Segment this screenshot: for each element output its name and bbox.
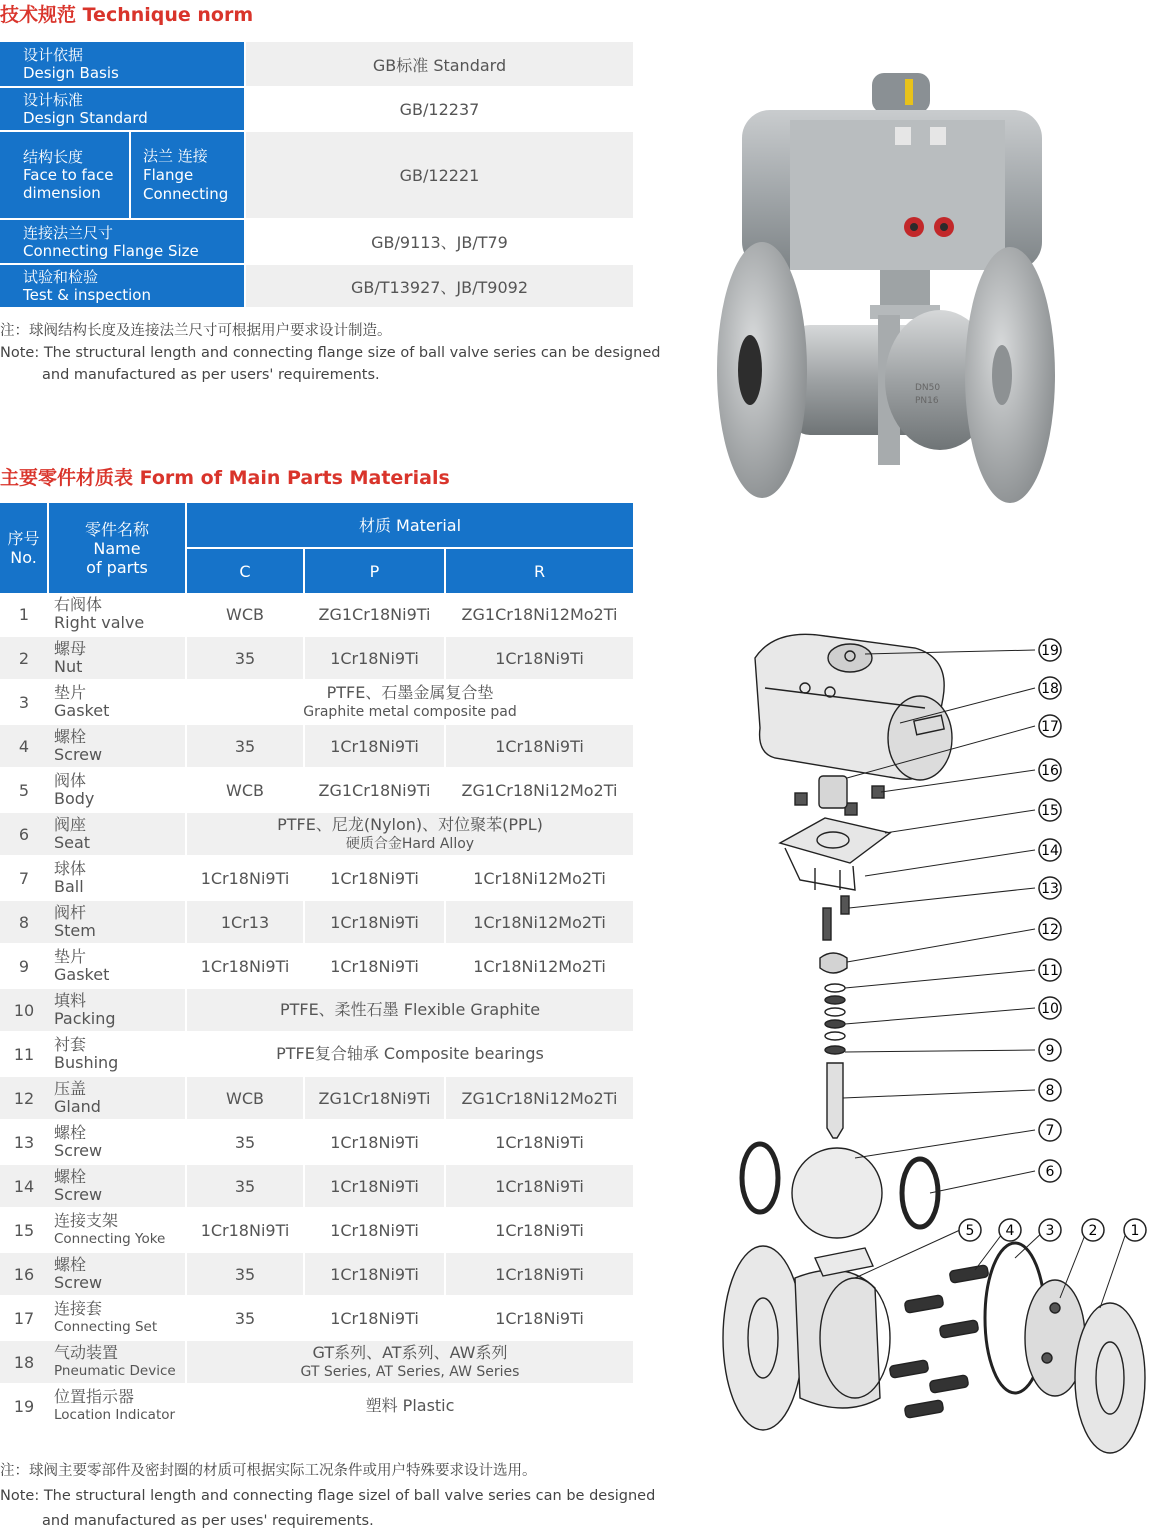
cell-no: 18 <box>0 1340 48 1384</box>
cell-material-r: ZG1Cr18Ni12Mo2Ti <box>445 1076 633 1120</box>
cell-material-merged <box>186 1384 633 1428</box>
cell-material-c: WCB <box>186 768 304 812</box>
cell-no: 17 <box>0 1296 48 1340</box>
cell-name <box>48 768 186 812</box>
cell-name <box>48 593 186 636</box>
pneumatic-ball-valve-photo <box>710 65 1070 510</box>
cell-name <box>48 1120 186 1164</box>
table-row <box>0 636 633 680</box>
cell-material-r: 1Cr18Ni9Ti <box>445 724 633 768</box>
cell-material-c: 35 <box>186 636 304 680</box>
ball <box>792 1148 882 1238</box>
exploded-view-diagram <box>715 618 1150 1468</box>
callout-number: 9 <box>1045 1043 1055 1059</box>
part-name-cn: 螺母 <box>54 639 87 658</box>
cell-material-r: 1Cr18Ni12Mo2Ti <box>445 900 633 944</box>
table-row <box>0 1120 633 1164</box>
callout-number: 19 <box>1041 643 1059 659</box>
cell-no: 5 <box>0 768 48 812</box>
cell-material-r: 1Cr18Ni9Ti <box>445 1164 633 1208</box>
cell-material-c: 35 <box>186 1252 304 1296</box>
table-row <box>0 1252 633 1296</box>
callout-number: 3 <box>1045 1223 1055 1239</box>
row-label <box>0 87 245 131</box>
part-name-cn: 衬套 <box>54 1035 87 1054</box>
header-name-en2: of parts <box>86 557 148 577</box>
part-name-cn: 螺栓 <box>54 1255 87 1274</box>
part-name-cn: 位置指示器 <box>54 1387 135 1406</box>
cell-material-r: 1Cr18Ni9Ti <box>445 1252 633 1296</box>
part-name-en: Gasket <box>54 965 110 984</box>
cell-no: 9 <box>0 944 48 988</box>
connecting-set <box>819 776 847 808</box>
label-cn: 设计依据 <box>23 46 84 64</box>
row-value: GB/12221 <box>245 131 633 219</box>
callout-number: 11 <box>1041 963 1059 979</box>
table-row <box>0 724 633 768</box>
technique-norm-table <box>0 42 633 309</box>
cell-material-p: 1Cr18Ni9Ti <box>304 1296 445 1340</box>
note-en-line2: and manufactured as per users' requirements. <box>42 367 380 383</box>
label-cn: 试验和检验 <box>23 268 99 286</box>
cell-name <box>48 1384 186 1428</box>
row-sublabel <box>130 131 245 219</box>
row-value: GB/9113、JB/T79 <box>245 219 633 264</box>
callout-group <box>959 639 1146 1241</box>
studs-4 <box>889 1265 989 1418</box>
seat-right <box>902 1159 938 1227</box>
cell-name <box>48 988 186 1032</box>
table-row <box>0 812 633 856</box>
cell-material-c: 35 <box>186 1164 304 1208</box>
cell-no: 12 <box>0 1076 48 1120</box>
label-en: Test & inspection <box>23 286 151 304</box>
callout-number: 18 <box>1041 681 1059 697</box>
label-en: Connecting Flange Size <box>23 241 199 260</box>
cell-name <box>48 1208 186 1252</box>
cell-material-merged <box>186 988 633 1032</box>
cell-material-c: 35 <box>186 1120 304 1164</box>
actuator-drawing <box>755 634 952 780</box>
header-name-cn: 零件名称 <box>84 519 149 539</box>
table-row <box>0 900 633 944</box>
cell-material-r: 1Cr18Ni9Ti <box>445 1120 633 1164</box>
material-line1: PTFE、石墨金属复合垫 <box>326 682 494 702</box>
part-name-en: Screw <box>54 1185 103 1204</box>
cell-name <box>48 680 186 724</box>
cell-name <box>48 724 186 768</box>
header-material: 材质 Material <box>186 503 633 548</box>
table-row <box>0 1384 633 1428</box>
table-row <box>0 1296 633 1340</box>
stem <box>827 1063 843 1138</box>
part-name-cn: 填料 <box>54 991 87 1010</box>
part-name-cn: 螺栓 <box>54 727 87 746</box>
technique-note <box>0 320 660 386</box>
header-p: P <box>304 548 445 593</box>
sublabel-en: Flange Connecting <box>143 165 229 203</box>
part-name-en: Screw <box>54 1141 103 1160</box>
part-name-en: Pneumatic Device <box>54 1363 176 1379</box>
cell-name <box>48 1164 186 1208</box>
part-name-en: Packing <box>54 1009 116 1028</box>
header-no-en: No. <box>10 548 37 567</box>
row-value: GB/T13927、JB/T9092 <box>245 264 633 308</box>
header-name <box>48 503 186 593</box>
position-indicator <box>872 73 930 113</box>
part-name-cn: 右阀体 <box>54 595 103 614</box>
cell-name <box>48 636 186 680</box>
cell-material-merged <box>186 1340 633 1384</box>
table-row <box>0 768 633 812</box>
part-name-en: Gland <box>54 1097 101 1116</box>
body-mark-dn: DN50 <box>915 383 941 393</box>
material-line1: PTFE复合轴承 Composite bearings <box>276 1044 544 1063</box>
cell-material-p: 1Cr18Ni9Ti <box>304 636 445 680</box>
cell-material-c: WCB <box>186 593 304 636</box>
cell-no: 8 <box>0 900 48 944</box>
part-name-cn: 阀杆 <box>54 903 87 922</box>
row-value: GB/12237 <box>245 87 633 131</box>
part-name-cn: 螺栓 <box>54 1167 87 1186</box>
table-row <box>0 87 633 131</box>
screw-13a <box>823 908 831 940</box>
label-en: Design Standard <box>23 109 148 127</box>
cell-no: 7 <box>0 856 48 900</box>
label-cn: 结构长度 <box>23 148 84 166</box>
table-row <box>0 1076 633 1120</box>
row-label <box>0 42 245 87</box>
cell-material-p: ZG1Cr18Ni9Ti <box>304 593 445 636</box>
part-name-cn: 压盖 <box>54 1079 87 1098</box>
table-row <box>0 264 633 308</box>
cell-material-r: ZG1Cr18Ni12Mo2Ti <box>445 768 633 812</box>
technique-norm-title: 技术规范 Technique norm <box>0 4 254 26</box>
table-row <box>0 988 633 1032</box>
left-flange <box>717 242 807 498</box>
cell-no: 13 <box>0 1120 48 1164</box>
gland <box>820 953 847 973</box>
cell-material-r: 1Cr18Ni12Mo2Ti <box>445 944 633 988</box>
cell-no: 3 <box>0 680 48 724</box>
part-name-cn: 气动装置 <box>54 1343 119 1362</box>
pneumatic-actuator <box>742 110 1042 270</box>
table-row <box>0 1164 633 1208</box>
callout-number: 14 <box>1041 843 1059 859</box>
row-label <box>0 219 245 264</box>
table-row <box>0 680 633 724</box>
cell-no: 6 <box>0 812 48 856</box>
part-name-en: Location Indicator <box>54 1407 176 1423</box>
row-label <box>0 264 245 308</box>
part-name-en: Ball <box>54 877 84 896</box>
callout-number: 17 <box>1041 719 1059 735</box>
cell-material-c: 1Cr18Ni9Ti <box>186 1208 304 1252</box>
part-name-cn: 垫片 <box>54 683 87 702</box>
part-name-en: Bushing <box>54 1053 119 1072</box>
material-line2: Graphite metal composite pad <box>303 703 517 720</box>
label-en: Design Basis <box>23 64 119 82</box>
cell-material-p: 1Cr18Ni9Ti <box>304 724 445 768</box>
cell-material-p: 1Cr18Ni9Ti <box>304 1164 445 1208</box>
table-row <box>0 593 633 636</box>
callout-number: 2 <box>1088 1223 1098 1239</box>
cell-name <box>48 944 186 988</box>
header-no <box>0 503 48 593</box>
part-name-en: Body <box>54 789 95 808</box>
label-en: Face to face dimension <box>23 166 114 202</box>
callout-number: 15 <box>1041 803 1059 819</box>
cell-name <box>48 812 186 856</box>
cell-material-merged <box>186 680 633 724</box>
header-name-en1: Name <box>93 538 141 558</box>
cell-no: 16 <box>0 1252 48 1296</box>
part-name-en: Connecting Yoke <box>54 1231 166 1247</box>
callout-number: 16 <box>1041 763 1059 779</box>
cell-no: 11 <box>0 1032 48 1076</box>
cell-material-merged <box>186 1032 633 1076</box>
seat-left <box>742 1144 778 1212</box>
part-name-en: Screw <box>54 1273 103 1292</box>
part-name-cn: 阀座 <box>54 815 87 834</box>
callout-number: 8 <box>1045 1083 1055 1099</box>
cell-no: 1 <box>0 593 48 636</box>
part-name-en: Right valve <box>54 613 145 632</box>
header-r: R <box>445 548 633 593</box>
part-name-cn: 阀体 <box>54 771 87 790</box>
packing-rings <box>825 984 845 1054</box>
material-line1: PTFE、柔性石墨 Flexible Graphite <box>279 1000 541 1019</box>
cell-no: 2 <box>0 636 48 680</box>
cell-material-c: 1Cr18Ni9Ti <box>186 944 304 988</box>
cell-no: 10 <box>0 988 48 1032</box>
cell-material-c: 35 <box>186 1296 304 1340</box>
cell-name <box>48 1032 186 1076</box>
cell-material-r: ZG1Cr18Ni12Mo2Ti <box>445 593 633 636</box>
cell-no: 19 <box>0 1384 48 1428</box>
callout-number: 4 <box>1005 1223 1015 1239</box>
parts-note <box>0 1460 655 1532</box>
cell-material-p: 1Cr18Ni9Ti <box>304 1120 445 1164</box>
parts-materials-title: 主要零件材质表 Form of Main Parts Materials <box>0 467 450 489</box>
table-row <box>0 42 633 87</box>
cell-no: 4 <box>0 724 48 768</box>
note-en-line2: and manufactured as per uses' requirements. <box>42 1513 374 1529</box>
part-name-en: Screw <box>54 745 103 764</box>
note-en-line1: Note: The structural length and connecting flange size of ball valve series can be designed <box>0 345 661 361</box>
parts-materials-table <box>0 503 633 1429</box>
callout-number: 12 <box>1041 922 1059 938</box>
cell-name <box>48 856 186 900</box>
part-name-en: Nut <box>54 657 83 676</box>
header-c: C <box>186 548 304 593</box>
table-row <box>0 131 633 219</box>
table-row <box>0 1032 633 1076</box>
cell-name <box>48 1340 186 1384</box>
part-name-cn: 连接套 <box>54 1299 103 1318</box>
part-name-en: Stem <box>54 921 96 940</box>
sublabel-cn: 法兰 连接 <box>143 146 208 165</box>
material-line2: 硬质合金Hard Alloy <box>345 835 475 852</box>
part-name-en: Seat <box>54 833 91 852</box>
material-line2: GT Series, AT Series, AW Series <box>300 1363 520 1380</box>
part-name-cn: 垫片 <box>54 947 87 966</box>
cell-material-p: 1Cr18Ni9Ti <box>304 900 445 944</box>
cell-material-c: 1Cr18Ni9Ti <box>186 856 304 900</box>
cell-name <box>48 1076 186 1120</box>
cell-name <box>48 1252 186 1296</box>
row-label <box>0 131 130 219</box>
table-row <box>0 856 633 900</box>
material-line1: PTFE、尼龙(Nylon)、对位聚苯(PPL) <box>277 814 543 834</box>
connecting-yoke <box>780 818 890 890</box>
note-cn: 注：球阀结构长度及连接法兰尺寸可根据用户要求设计制造。 <box>0 323 392 339</box>
cell-material-p: ZG1Cr18Ni9Ti <box>304 1076 445 1120</box>
cell-no: 15 <box>0 1208 48 1252</box>
table-row <box>0 944 633 988</box>
part-name-cn: 球体 <box>54 859 87 878</box>
callout-number: 10 <box>1041 1001 1059 1017</box>
table-row <box>0 1208 633 1252</box>
callout-number: 13 <box>1041 881 1059 897</box>
cell-material-p: 1Cr18Ni9Ti <box>304 856 445 900</box>
cell-name <box>48 1296 186 1340</box>
cell-material-merged <box>186 812 633 856</box>
note-en-line1: Note: The structural length and connecting flage sizel of ball valve series can be designed <box>0 1488 656 1504</box>
label-cn: 设计标准 <box>23 91 84 109</box>
cell-material-r: 1Cr18Ni9Ti <box>445 636 633 680</box>
screw-13b <box>841 896 849 914</box>
cell-material-p: ZG1Cr18Ni9Ti <box>304 768 445 812</box>
row-value: GB标准 Standard <box>245 42 633 87</box>
right-valve-drawing <box>1025 1280 1145 1453</box>
callout-number: 5 <box>965 1223 975 1239</box>
cell-material-r: 1Cr18Ni9Ti <box>445 1296 633 1340</box>
part-name-cn: 连接支架 <box>54 1211 119 1230</box>
cell-material-p: 1Cr18Ni9Ti <box>304 1208 445 1252</box>
body-mark-pn: PN16 <box>915 396 939 406</box>
part-name-en: Connecting Set <box>54 1319 158 1335</box>
header-no-cn: 序号 <box>7 529 40 548</box>
cell-material-c: 1Cr13 <box>186 900 304 944</box>
right-flange <box>965 247 1055 503</box>
callout-number: 6 <box>1045 1164 1055 1180</box>
material-line1: 塑料 Plastic <box>365 1396 455 1415</box>
cell-no: 14 <box>0 1164 48 1208</box>
part-name-cn: 螺栓 <box>54 1123 87 1142</box>
part-name-en: Gasket <box>54 701 110 720</box>
label-cn: 连接法兰尺寸 <box>23 223 114 242</box>
note-cn: 注：球阀主要零部件及密封圈的材质可根据实际工况条件或用户特殊要求设计选用。 <box>0 1463 537 1479</box>
cell-material-r: 1Cr18Ni9Ti <box>445 1208 633 1252</box>
cell-name <box>48 900 186 944</box>
cell-material-r: 1Cr18Ni12Mo2Ti <box>445 856 633 900</box>
material-line1: GT系列、AT系列、AW系列 <box>312 1342 508 1362</box>
cell-material-p: 1Cr18Ni9Ti <box>304 944 445 988</box>
cell-material-c: 35 <box>186 724 304 768</box>
cell-material-c: WCB <box>186 1076 304 1120</box>
callout-number: 7 <box>1045 1123 1055 1139</box>
cell-material-p: 1Cr18Ni9Ti <box>304 1252 445 1296</box>
table-row <box>0 219 633 264</box>
table-row <box>0 1340 633 1384</box>
callout-number: 1 <box>1130 1223 1140 1239</box>
